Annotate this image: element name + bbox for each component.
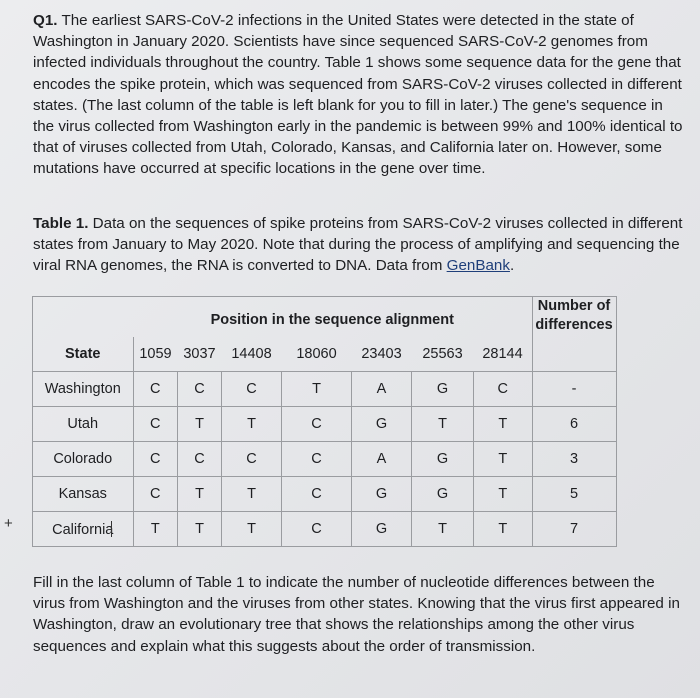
base-cell: G [412,372,474,407]
differences-input-cell[interactable]: - [532,372,616,407]
differences-input-cell[interactable]: 6 [532,407,616,442]
base-cell: C [133,407,178,442]
state-cell: Colorado [33,442,134,477]
base-cell: T [412,407,474,442]
base-cell: T [474,407,533,442]
position-label: 28144 [474,337,533,372]
differences-input-cell[interactable]: 7 [532,512,616,547]
base-cell: T [222,512,282,547]
table-row [33,477,617,512]
base-cell: T [474,512,533,547]
base-cell: T [178,407,222,442]
instructions-paragraph: Fill in the last column of Table 1 to indicate the number of nucleotide differences between the virus from Washington and the viruses from other states. Knowing that the virus first appeared in Washington, draw an evolutionary tree that shows the relationships among the other virus sequences and explain what this suggests about the order of transmission. [33,574,680,655]
caption-link-suffix: . [509,257,515,275]
table-caption-text: Data on the sequences of spike proteins from SARS-CoV-2 viruses collected in different states from January to May 2020. Note that during the process of amplifying and sequencing the viral RNA genomes, the RNA is converted to DNA. Data from [33,215,683,275]
base-cell: A [352,372,412,407]
header-empty-cell [33,297,134,338]
base-cell: C [178,372,222,407]
base-cell: G [412,442,474,477]
position-label: 3037 [178,337,222,372]
position-label: 14408 [222,337,282,372]
question-label: Q1. [33,12,58,29]
base-cell: G [412,477,474,512]
base-cell: C [474,372,533,407]
state-cell: Kansas [33,477,134,512]
position-label: 25563 [412,337,474,372]
table-header-row-top [33,297,617,338]
base-cell: T [412,512,474,547]
position-label: 1059 [133,337,178,372]
table-row [33,372,617,407]
base-cell: T [474,442,533,477]
table-row [33,442,617,477]
differences-input-cell[interactable]: 3 [532,442,616,477]
base-cell: C [133,442,178,477]
genbank-link[interactable]: GenBank [446,257,510,275]
base-cell: T [133,512,178,547]
base-cell: C [222,372,282,407]
differences-input-cell[interactable]: 5 [532,477,616,512]
table-header-row-positions [33,337,617,372]
base-cell: C [282,477,352,512]
table-caption [33,213,685,277]
sequence-table [32,296,617,547]
state-header: State [33,337,134,372]
position-header: Position in the sequence alignment [133,297,532,338]
table-row [33,407,617,442]
position-label: 23403 [352,337,412,372]
base-cell: C [133,372,178,407]
state-cell [33,512,134,547]
base-cell: C [222,442,282,477]
state-cell: Washington [33,372,134,407]
base-cell: T [222,407,282,442]
base-cell: A [352,442,412,477]
add-row-icon[interactable]: + [4,515,13,532]
base-cell: T [282,372,352,407]
base-cell: C [133,477,178,512]
position-label: 18060 [282,337,352,372]
base-cell: T [222,477,282,512]
base-cell: C [282,442,352,477]
base-cell: C [178,442,222,477]
state-cell: Utah [33,407,134,442]
question-paragraph [33,10,685,180]
base-cell: T [474,477,533,512]
base-cell: C [282,512,352,547]
question-text: The earliest SARS-CoV-2 infections in the United States were detected in the state of Washington in January 2020. Scientists have since sequenced SARS-CoV-2 genomes from infected individuals throughout the country. Table 1 shows some sequence data for the gene that encodes the spike protein, which was sequenced from SARS-CoV-2 viruses collected in different states. (The last column of the table is left blank for you to fill in later.) The gene's sequence in the virus collected from Washington early in the pandemic is between 99% and 100% identical to that of viruses collected from Utah, Colorado, Kansas, and California later on. However, some mutations have occurred at specific locations in the gene over time. [33,12,683,178]
base-cell: G [352,407,412,442]
table-row [33,512,617,547]
base-cell: G [352,512,412,547]
base-cell: G [352,477,412,512]
base-cell: C [282,407,352,442]
base-cell: T [178,477,222,512]
table-caption-label: Table 1. [33,215,89,232]
state-name: California [52,521,114,538]
differences-header: Number of differences [532,297,616,372]
text-cursor-icon [111,521,113,537]
base-cell: T [178,512,222,547]
